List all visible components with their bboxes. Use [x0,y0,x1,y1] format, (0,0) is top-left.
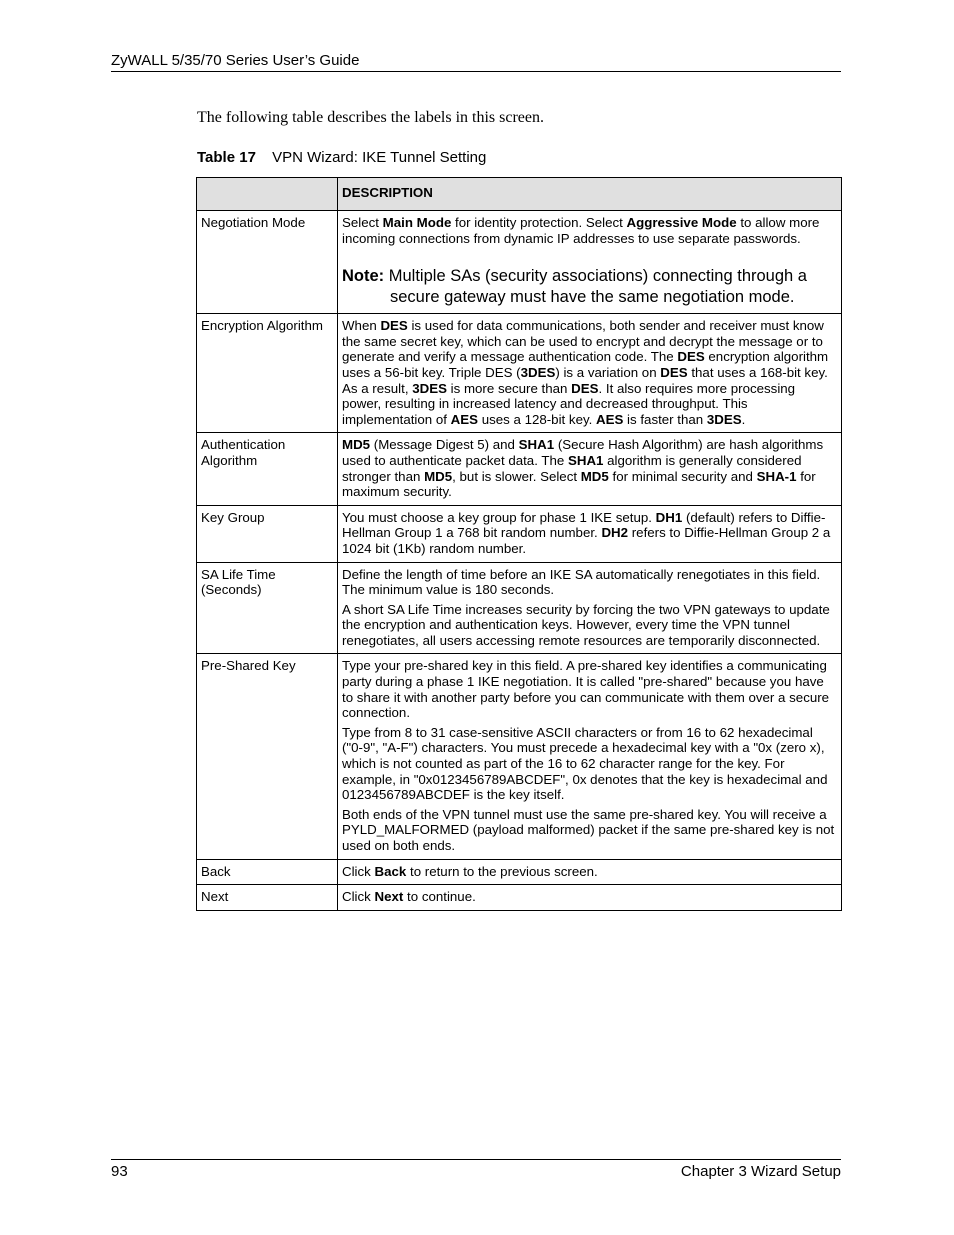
table-row [197,654,842,859]
table-row [197,433,842,505]
description-text: . [741,411,746,427]
description-text: to return to the previous screen. [406,863,598,879]
bold-term: Aggressive Mode [626,215,737,230]
description-text: refers to Diffie-Hellman Group 2 a 1024 bit (1Kb) random number. [342,525,831,556]
description-text: , but is slower. Select [452,468,581,484]
description-text: When [342,318,381,334]
table-header-row [197,178,842,211]
row-description [338,859,842,885]
description-paragraph [342,318,837,427]
description-text: is more secure than [446,380,572,396]
bold-term: MD5 [580,468,609,484]
description-paragraph [342,437,837,499]
description-paragraph [342,567,837,598]
bold-term: 3DES [520,364,556,380]
table-row [197,505,842,562]
footer-rule [111,1159,841,1160]
bold-term: MD5 [342,437,371,453]
description-paragraph [342,725,837,803]
description-text: A short SA Life Time increases security by forcing the two VPN gateways to update the encryption and authentication keys. However, every time the VPN tunnel renegotiates, all users accessing remote resources are temporarily disconnected. [342,601,830,648]
bold-term: DH2 [601,525,629,541]
description-text: Type your pre-shared key in this field. A pre-shared key identifies a communicating party during a phase 1 IKE negotiation. It is called "pre-shared" because you have to share it with another party before you can communicate with them over a secure connection. [342,658,830,721]
description-paragraph [342,602,837,649]
table-row [197,562,842,654]
row-label: Encryption Algorithm [197,314,338,433]
bold-term: SHA1 [518,437,555,453]
bold-term: MD5 [424,468,453,484]
table-caption-title: VPN Wizard: IKE Tunnel Setting [272,149,487,166]
description-text: (Secure Hash Algorithm) are hash algorithms used to authenticate packet data. The [342,437,824,468]
header-rule [111,71,841,72]
bold-term: SHA1 [567,452,604,468]
bold-term: Back [374,863,407,879]
bold-term: AES [596,411,624,427]
description-paragraph [342,889,837,905]
note-block [342,266,837,308]
table-header-description: DESCRIPTION [338,178,842,211]
chapter-title: Chapter 3 Wizard Setup [680,1163,841,1180]
description-paragraph [342,864,837,880]
row-label: Authentication Algorithm [197,433,338,505]
table-body [197,211,842,911]
description-text: for minimal security and [608,468,757,484]
description-text: Define the length of time before an IKE SA automatically renegotiates in this field. The minimum value is 180 seconds. [342,566,821,598]
description-text: . It also requires more processing power, resulting in increased latency and decreased throughput. This implementation of [342,380,796,427]
table-row [197,859,842,885]
note-label: Note: [342,267,385,286]
row-description [338,433,842,505]
row-description [338,562,842,654]
description-text: algorithm is generally considered stronger than [342,452,802,484]
table-row [197,314,842,433]
row-description [338,314,842,433]
description-paragraph [342,658,837,720]
description-text: to continue. [403,889,476,905]
description-table [196,177,842,911]
page-number: 93 [111,1163,128,1180]
description-text: encryption algorithm uses a 56-bit key. Triple DES ( [342,349,829,380]
description-text: uses a 128-bit key. [478,411,597,427]
table-caption [197,148,486,167]
row-description [338,505,842,562]
bold-term: SHA-1 [756,468,797,484]
description-paragraph [342,215,837,246]
row-label: Back [197,859,338,885]
description-text: that uses a 168-bit key. As a result, [342,364,828,396]
description-text: You must choose a key group for phase 1 IKE setup. [342,509,656,525]
bold-term: 3DES [412,380,447,396]
intro-text: The following table describes the labels in this screen. [197,109,545,126]
description-text: is used for data communications, both sender and receiver must know the same secret key, which can be used to encrypt and decrypt the message or to generate and verify a message authentication code. The [342,318,824,365]
row-label: Key Group [197,505,338,562]
row-label: SA Life Time (Seconds) [197,562,338,654]
description-text: to allow more incoming connections from dynamic IP addresses to use separate passwords. [342,215,820,246]
bold-term: DES [660,364,688,380]
table-header-label [197,178,338,211]
description-text: Type from 8 to 31 case-sensitive ASCII characters or from 16 to 62 hexadecimal ("0-9", "A-F") characters. You must precede a hexadecimal key with a "0x (zero x), which is not counted as part of the 16 to 62 character range for the key. For example, in "0x0123456789ABCDEF", 0x denotes that the key is hexadecimal and 0123456789ABCDEF is the key itself. [342,724,828,803]
bold-term: Main Mode [382,215,452,230]
row-label: Next [197,885,338,911]
bold-term: Next [374,889,404,905]
description-text: (default) refers to Diffie-Hellman Group 1 a 768 bit random number. [342,509,826,541]
description-paragraph [342,510,837,557]
bold-term: 3DES [706,411,742,427]
bold-term: DES [571,380,599,396]
row-description [338,211,842,314]
description-text: is faster than [623,411,707,427]
table-caption-number: Table 17 [197,149,256,166]
running-header: ZyWALL 5/35/70 Series User’s Guide [111,52,360,69]
description-text: Both ends of the VPN tunnel must use the same pre-shared key. You will receive a PYLD_MALFORMED (payload malformed) packet if the same pre-shared key is not used on both ends. [342,806,835,853]
description-text: for identity protection. Select [451,215,627,230]
description-text: Click [342,863,375,879]
row-description [338,885,842,911]
description-text: for maximum security. [342,468,816,500]
row-description [338,654,842,859]
table-row [197,211,842,314]
description-text: Select [342,215,383,230]
bold-term: DES [380,318,408,334]
bold-term: DES [677,349,705,365]
description-paragraph [342,807,837,854]
description-text: Click [342,889,375,905]
bold-term: AES [450,411,478,427]
description-text: (Message Digest 5) and [370,437,519,453]
note-text: Multiple SAs (security associations) connecting through a secure gateway must have the same negotiation mode. [388,267,807,307]
description-text: ) is a variation on [555,364,661,380]
row-label: Pre-Shared Key [197,654,338,859]
table-row [197,885,842,911]
row-label: Negotiation Mode [197,211,338,314]
bold-term: DH1 [655,509,683,525]
